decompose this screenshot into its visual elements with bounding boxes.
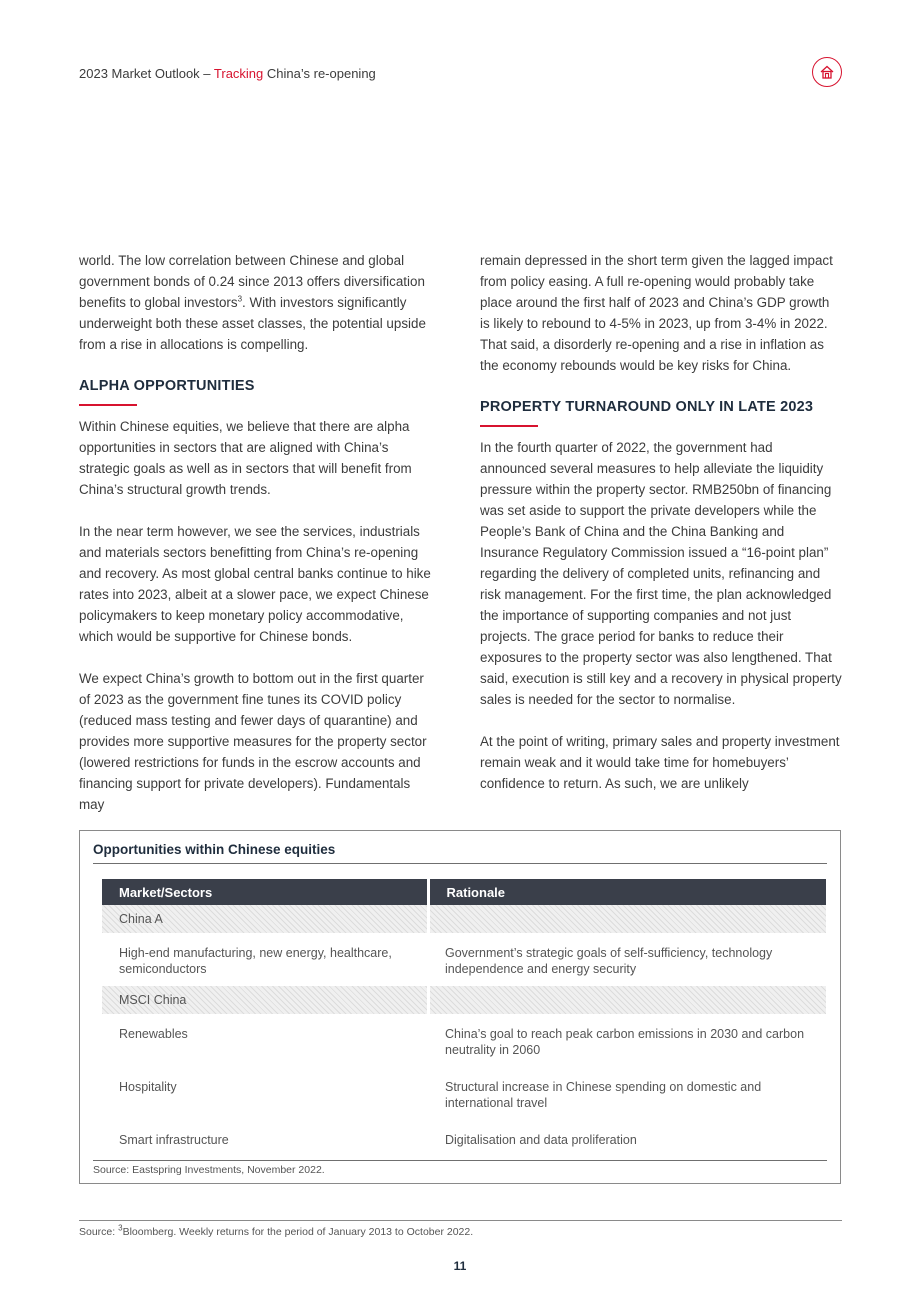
paragraph: At the point of writing, primary sales and property investment remain weak and it would take time for homebuyers’ confidence to return. As such, we are unlikely xyxy=(480,734,840,791)
column-header-sectors: Market/Sectors xyxy=(102,879,428,905)
right-intro-paragraph: remain depressed in the short term given the lagged impact from policy easing. A full re-opening would probably take place around the first half of 2023 and China’s GDP growth is likely to rebound to 4-5% in 2023, up from 3-4% in 2022. That said, a disorderly re-opening and a rise in inflation as the economy rebounds would be key risks for China. xyxy=(480,253,833,373)
footnote: Source: $^3$Bloomberg. Weekly returns for the period of January 2013 to October 2022. xyxy=(79,1223,474,1238)
group-label: China A xyxy=(102,905,428,933)
right-column xyxy=(480,250,842,815)
sector-cell: Hospitality xyxy=(119,1080,177,1094)
group-rationale xyxy=(428,905,826,933)
left-column xyxy=(79,250,435,836)
footnote-rule xyxy=(79,1220,842,1221)
table-group-row xyxy=(102,986,826,1014)
footnote-marker: 3 xyxy=(237,294,243,304)
footnote-number: 3 xyxy=(118,1223,123,1233)
heading-rule xyxy=(480,425,538,427)
section-heading-property: PROPERTY TURNAROUND ONLY IN LATE 2023 xyxy=(480,399,814,415)
table-row xyxy=(102,1067,826,1120)
table-header-row xyxy=(102,879,826,905)
paragraph: In the near term however, we see the services, industrials and materials sectors benefitting from China’s re-opening and recovery. As most global central banks continue to hike rates into 2023, albeit at a slower pace, we expect Chinese policymakers to keep monetary policy accommodative, which would be supportive for Chinese bonds. xyxy=(79,524,431,644)
rationale-cell: Structural increase in Chinese spending on domestic and international travel xyxy=(445,1080,762,1110)
column-header-rationale: Rationale xyxy=(428,879,826,905)
group-rationale xyxy=(428,986,826,1014)
table-row xyxy=(102,1120,826,1157)
box-source: Source: Eastspring Investments, November 2022. xyxy=(93,1164,325,1176)
rationale-cell: Government’s strategic goals of self-sufficiency, technology independence and energy security xyxy=(445,946,773,976)
left-intro-paragraph: world. The low correlation between Chinese and global government bonds of 0.24 since 2013 offers diversification benefits to global investors$^3$. With investors significantly underweight both these asset classes, the potential upside from a rise in allocations is compelling. xyxy=(79,253,426,352)
home-icon[interactable] xyxy=(812,57,842,87)
rationale-cell: China’s goal to reach peak carbon emissions in 2030 and carbon neutrality in 2060 xyxy=(445,1027,805,1057)
opportunities-table xyxy=(102,879,826,1157)
paragraph: In the fourth quarter of 2022, the government had announced several measures to help alleviate the liquidity pressure within the property sector. RMB250bn of financing was set aside to support the private developers while the People’s Bank of China and the China Banking and Insurance Regulatory Commission issued a “16-point plan” regarding the delivery of completed units, refinancing and risk management. For the first time, the plan acknowledged the importance of supporting companies and not just projects. The grace period for banks to reduce their exposures to the property sector was also lengthened. That said, execution is still key and a recovery in physical property sales is needed for the sector to normalise. xyxy=(480,440,842,707)
paragraph: We expect China’s growth to bottom out in the first quarter of 2023 as the government fine tunes its COVID policy (reduced mass testing and fewer days of quarantine) and provides more supportive measures for the property sector (lowered restrictions for funds in the escrow accounts and financing support for private developers). Fundamentals may xyxy=(79,671,427,812)
box-source-rule xyxy=(93,1160,827,1161)
table-group-row xyxy=(102,905,826,933)
box-title: Opportunities within Chinese equities xyxy=(93,842,336,857)
rationale-cell: Digitalisation and data proliferation xyxy=(445,1133,637,1147)
opportunities-box xyxy=(79,830,841,1184)
page-number: 11 xyxy=(453,1259,467,1273)
running-header xyxy=(79,66,376,81)
header-accent: Tracking xyxy=(213,66,264,81)
section-heading-alpha: ALPHA OPPORTUNITIES xyxy=(79,378,255,394)
group-label: MSCI China xyxy=(102,986,428,1014)
box-title-rule xyxy=(93,863,827,864)
table-row xyxy=(102,1014,826,1067)
sector-cell: Smart infrastructure xyxy=(119,1133,229,1147)
header-prefix: 2023 Market Outlook – xyxy=(79,66,214,81)
home-glyph xyxy=(819,64,835,80)
paragraph: Within Chinese equities, we believe that there are alpha opportunities in sectors that are aligned with China’s strategic goals as well as in sectors that will benefit from China’s structural growth trends. xyxy=(79,419,412,497)
sector-cell: High-end manufacturing, new energy, healthcare, semiconductors xyxy=(119,946,392,976)
table-row xyxy=(102,933,826,986)
sector-cell: Renewables xyxy=(119,1027,188,1041)
heading-rule xyxy=(79,404,137,406)
header-suffix: China’s re-opening xyxy=(263,66,376,81)
